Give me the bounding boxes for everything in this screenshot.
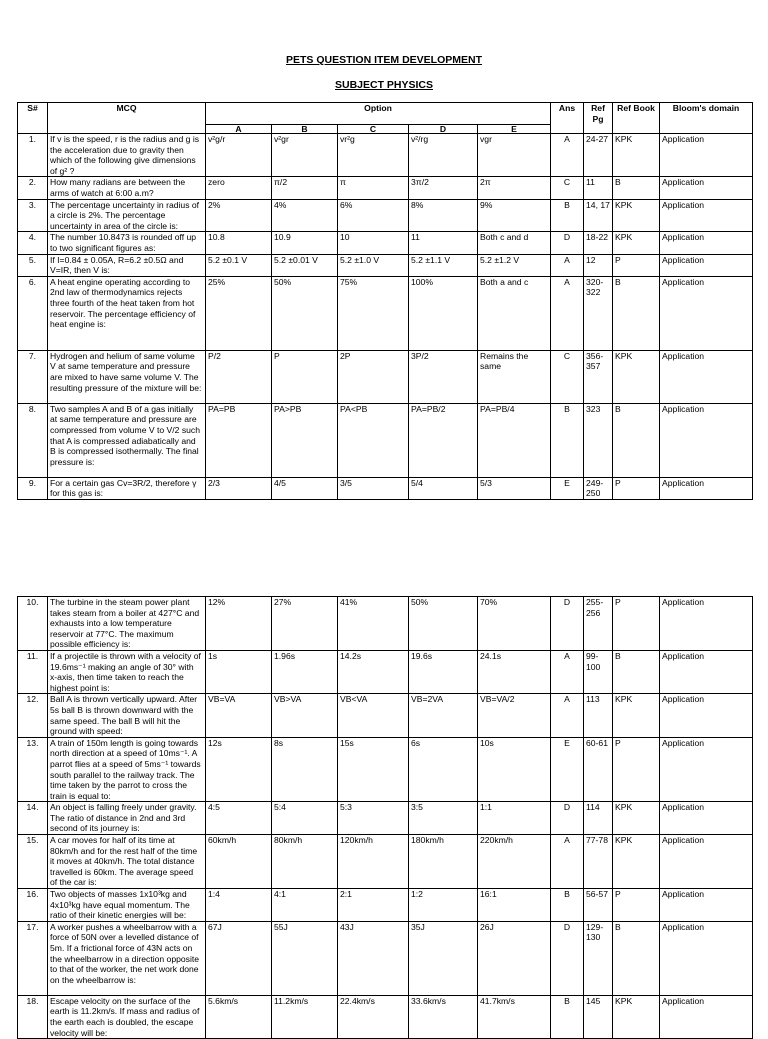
option-c: 3/5 <box>338 477 409 499</box>
row-number: 11. <box>18 650 48 693</box>
option-c: 5.2 ±1.0 V <box>338 254 409 276</box>
ref-book: B <box>613 276 660 350</box>
ref-book: B <box>613 921 660 995</box>
option-c: 22.4km/s <box>338 995 409 1038</box>
table-row <box>18 650 753 693</box>
option-c: PA<PB <box>338 403 409 477</box>
option-a: P/2 <box>206 350 272 403</box>
header-ref-book: Ref Book <box>613 103 660 134</box>
option-b: P <box>272 350 338 403</box>
option-c: 5:3 <box>338 802 409 835</box>
option-b: PA>PB <box>272 403 338 477</box>
option-e: PA=PB/4 <box>478 403 551 477</box>
row-number: 1. <box>18 134 48 177</box>
blooms-domain: Application <box>660 597 753 651</box>
option-e: Both c and d <box>478 232 551 254</box>
option-d: 100% <box>409 276 478 350</box>
ref-page: 24-27 <box>584 134 613 177</box>
blooms-domain: Application <box>660 177 753 199</box>
ref-page: 12 <box>584 254 613 276</box>
option-b: 27% <box>272 597 338 651</box>
header-option: Option <box>206 103 551 125</box>
row-number: 9. <box>18 477 48 499</box>
blooms-domain: Application <box>660 694 753 737</box>
option-c: 75% <box>338 276 409 350</box>
option-a: 25% <box>206 276 272 350</box>
option-d: VB=2VA <box>409 694 478 737</box>
table-row <box>18 694 753 737</box>
table-row <box>18 889 753 922</box>
blooms-domain: Application <box>660 134 753 177</box>
option-b: 4% <box>272 199 338 232</box>
row-number: 12. <box>18 694 48 737</box>
question-text: For a certain gas Cv=3R/2, therefore γ for this gas is: <box>48 477 206 499</box>
header-sno: S# <box>18 103 48 134</box>
question-text: Escape velocity on the surface of the earth is 11.2km/s. If mass and radius of the earth each is doubled, the escape velocity will be: <box>48 995 206 1038</box>
table-row <box>18 597 753 651</box>
header-ans: Ans <box>551 103 584 134</box>
question-text: An object is falling freely under gravity. The ratio of distance in 2nd and 3rd second of its journey is: <box>48 802 206 835</box>
question-text: How many radians are between the arms of watch at 6:00 a.m? <box>48 177 206 199</box>
option-e: 220km/h <box>478 835 551 889</box>
option-b: VB>VA <box>272 694 338 737</box>
answer: D <box>551 597 584 651</box>
option-e: 16:1 <box>478 889 551 922</box>
ref-page: 323 <box>584 403 613 477</box>
header-d: D <box>409 125 478 134</box>
ref-page: 18-22 <box>584 232 613 254</box>
header-a: A <box>206 125 272 134</box>
option-d: 50% <box>409 597 478 651</box>
question-text: A car moves for half of its time at 80km/h and for the rest half of the time it moves at 40km/h. The total distance travelled is 60km. The average speed of the car is: <box>48 835 206 889</box>
table-row <box>18 276 753 350</box>
ref-book: KPK <box>613 802 660 835</box>
option-a: 5.6km/s <box>206 995 272 1038</box>
option-b: 5.2 ±0.01 V <box>272 254 338 276</box>
option-a: 1:4 <box>206 889 272 922</box>
header-c: C <box>338 125 409 134</box>
option-e: 70% <box>478 597 551 651</box>
table-row <box>18 737 753 802</box>
document-title: PETS QUESTION ITEM DEVELOPMENT <box>285 54 483 66</box>
question-text: Two samples A and B of a gas initially at same temperature and pressure are compressed from volume V to V/2 such that A is compressed adiabatically and B is compressed isothermally. The final pressure is: <box>48 403 206 477</box>
option-a: 4:5 <box>206 802 272 835</box>
option-a: 5.2 ±0.1 V <box>206 254 272 276</box>
blooms-domain: Application <box>660 276 753 350</box>
row-number: 3. <box>18 199 48 232</box>
table-row <box>18 921 753 995</box>
option-a: 10.8 <box>206 232 272 254</box>
option-b: 4/5 <box>272 477 338 499</box>
option-a: v²g/r <box>206 134 272 177</box>
option-d: 6s <box>409 737 478 802</box>
row-number: 7. <box>18 350 48 403</box>
table-row <box>18 134 753 177</box>
question-text: Two objects of masses 1x10³kg and 4x10³kg have equal momentum. The ratio of their kinetic energies will be: <box>48 889 206 922</box>
ref-book: B <box>613 650 660 693</box>
option-c: π <box>338 177 409 199</box>
row-number: 14. <box>18 802 48 835</box>
row-number: 16. <box>18 889 48 922</box>
option-b: 50% <box>272 276 338 350</box>
ref-page: 77-78 <box>584 835 613 889</box>
answer: B <box>551 403 584 477</box>
header-b: B <box>272 125 338 134</box>
ref-page: 255-256 <box>584 597 613 651</box>
row-number: 17. <box>18 921 48 995</box>
question-table-2 <box>17 596 753 1039</box>
blooms-domain: Application <box>660 995 753 1038</box>
row-number: 10. <box>18 597 48 651</box>
table-row <box>18 995 753 1038</box>
option-a: 12% <box>206 597 272 651</box>
row-number: 18. <box>18 995 48 1038</box>
option-c: 15s <box>338 737 409 802</box>
option-c: 14.2s <box>338 650 409 693</box>
option-e: 24.1s <box>478 650 551 693</box>
ref-page: 356-357 <box>584 350 613 403</box>
option-a: 2% <box>206 199 272 232</box>
table-row <box>18 477 753 499</box>
ref-page: 145 <box>584 995 613 1038</box>
blooms-domain: Application <box>660 199 753 232</box>
option-a: 60km/h <box>206 835 272 889</box>
blooms-domain: Application <box>660 802 753 835</box>
option-d: 3P/2 <box>409 350 478 403</box>
option-d: 5/4 <box>409 477 478 499</box>
ref-book: KPK <box>613 694 660 737</box>
table-row <box>18 403 753 477</box>
option-b: 10.9 <box>272 232 338 254</box>
answer: E <box>551 477 584 499</box>
option-d: 3π/2 <box>409 177 478 199</box>
option-d: PA=PB/2 <box>409 403 478 477</box>
subject-heading: SUBJECT PHYSICS <box>334 79 434 91</box>
option-c: 120km/h <box>338 835 409 889</box>
question-text: If I=0.84 ± 0.05A, R=6.2 ±0.5Ω and V=IR, then V is: <box>48 254 206 276</box>
option-a: 1s <box>206 650 272 693</box>
answer: B <box>551 889 584 922</box>
answer: C <box>551 350 584 403</box>
option-e: Both a and c <box>478 276 551 350</box>
answer: B <box>551 995 584 1038</box>
ref-page: 60-61 <box>584 737 613 802</box>
option-a: zero <box>206 177 272 199</box>
ref-book: P <box>613 737 660 802</box>
header-ref-pg: Ref Pg <box>584 103 613 134</box>
header-bloom: Bloom's domain <box>660 103 753 134</box>
blooms-domain: Application <box>660 650 753 693</box>
blooms-domain: Application <box>660 835 753 889</box>
option-a: 2/3 <box>206 477 272 499</box>
option-d: 1:2 <box>409 889 478 922</box>
option-e: 10s <box>478 737 551 802</box>
ref-page: 114 <box>584 802 613 835</box>
row-number: 4. <box>18 232 48 254</box>
option-d: 11 <box>409 232 478 254</box>
option-b: π/2 <box>272 177 338 199</box>
ref-page: 14, 17 <box>584 199 613 232</box>
answer: A <box>551 134 584 177</box>
ref-book: P <box>613 254 660 276</box>
option-a: VB=VA <box>206 694 272 737</box>
row-number: 13. <box>18 737 48 802</box>
option-c: vr²g <box>338 134 409 177</box>
question-text: If v is the speed, r is the radius and g is the acceleration due to gravity then which of the following give dimensions of g² ? <box>48 134 206 177</box>
option-c: 41% <box>338 597 409 651</box>
table-row <box>18 835 753 889</box>
option-d: v²/rg <box>409 134 478 177</box>
option-d: 35J <box>409 921 478 995</box>
option-e: 5.2 ±1.2 V <box>478 254 551 276</box>
blooms-domain: Application <box>660 350 753 403</box>
blooms-domain: Application <box>660 477 753 499</box>
ref-page: 56-57 <box>584 889 613 922</box>
row-number: 5. <box>18 254 48 276</box>
row-number: 8. <box>18 403 48 477</box>
answer: A <box>551 276 584 350</box>
ref-book: B <box>613 403 660 477</box>
blooms-domain: Application <box>660 921 753 995</box>
table-row <box>18 199 753 232</box>
ref-book: KPK <box>613 134 660 177</box>
option-c: 2P <box>338 350 409 403</box>
option-a: 12s <box>206 737 272 802</box>
answer: A <box>551 650 584 693</box>
ref-book: KPK <box>613 350 660 403</box>
option-e: 5/3 <box>478 477 551 499</box>
question-table-1 <box>17 102 753 500</box>
answer: D <box>551 232 584 254</box>
table-row <box>18 802 753 835</box>
question-text: The number 10.8473 is rounded off up to two significant figures as: <box>48 232 206 254</box>
blooms-domain: Application <box>660 254 753 276</box>
question-text: A train of 150m length is going towards north direction at a speed of 10ms⁻¹. A parrot flies at a speed of 5ms⁻¹ towards south parallel to the railway track. The time taken by the parrot to cross the train is equal to: <box>48 737 206 802</box>
ref-book: B <box>613 177 660 199</box>
option-d: 5.2 ±1.1 V <box>409 254 478 276</box>
row-number: 6. <box>18 276 48 350</box>
option-c: 10 <box>338 232 409 254</box>
option-a: 67J <box>206 921 272 995</box>
option-e: 41.7km/s <box>478 995 551 1038</box>
option-e: VB=VA/2 <box>478 694 551 737</box>
option-d: 33.6km/s <box>409 995 478 1038</box>
table-row <box>18 177 753 199</box>
table-row <box>18 350 753 403</box>
answer: D <box>551 802 584 835</box>
option-e: vgr <box>478 134 551 177</box>
answer: E <box>551 737 584 802</box>
question-text: A heat engine operating according to 2nd law of thermodynamics rejects three fourth of the heat taken from hot reservoir. The percentage efficiency of heat engine is: <box>48 276 206 350</box>
option-e: 26J <box>478 921 551 995</box>
header-mcq: MCQ <box>48 103 206 134</box>
ref-book: P <box>613 889 660 922</box>
option-d: 19.6s <box>409 650 478 693</box>
ref-page: 249-250 <box>584 477 613 499</box>
ref-book: P <box>613 597 660 651</box>
option-b: 4:1 <box>272 889 338 922</box>
option-b: 1.96s <box>272 650 338 693</box>
question-text: Hydrogen and helium of same volume V at same temperature and pressure are mixed to have same volume V. The resulting pressure of the mixture will be: <box>48 350 206 403</box>
row-number: 15. <box>18 835 48 889</box>
answer: B <box>551 199 584 232</box>
option-c: 43J <box>338 921 409 995</box>
blooms-domain: Application <box>660 737 753 802</box>
ref-page: 11 <box>584 177 613 199</box>
answer: A <box>551 694 584 737</box>
answer: A <box>551 835 584 889</box>
answer: D <box>551 921 584 995</box>
question-text: The percentage uncertainty in radius of a circle is 2%. The percentage uncertainty in area of the circle is: <box>48 199 206 232</box>
ref-page: 129-130 <box>584 921 613 995</box>
ref-book: KPK <box>613 232 660 254</box>
table-row <box>18 232 753 254</box>
answer: A <box>551 254 584 276</box>
ref-book: P <box>613 477 660 499</box>
option-c: 6% <box>338 199 409 232</box>
header-e: E <box>478 125 551 134</box>
answer: C <box>551 177 584 199</box>
question-text: Ball A is thrown vertically upward. After 5s ball B is thrown downward with the same speed. The ball B will hit the ground with speed: <box>48 694 206 737</box>
option-b: v²gr <box>272 134 338 177</box>
option-b: 5:4 <box>272 802 338 835</box>
option-d: 3:5 <box>409 802 478 835</box>
table-row <box>18 254 753 276</box>
blooms-domain: Application <box>660 232 753 254</box>
option-b: 55J <box>272 921 338 995</box>
blooms-domain: Application <box>660 889 753 922</box>
question-text: A worker pushes a wheelbarrow with a force of 50N over a levelled distance of 5m. If a frictional force of 43N acts on the wheelbarrow in a direction opposite to that of the worker, the net work done on the wheelbarrow is: <box>48 921 206 995</box>
option-b: 80km/h <box>272 835 338 889</box>
option-b: 8s <box>272 737 338 802</box>
option-c: 2:1 <box>338 889 409 922</box>
option-c: VB<VA <box>338 694 409 737</box>
ref-page: 99-100 <box>584 650 613 693</box>
ref-page: 113 <box>584 694 613 737</box>
option-e: 2π <box>478 177 551 199</box>
question-text: If a projectile is thrown with a velocity of 19.6ms⁻¹ making an angle of 30° with x-axis, then time taken to reach the highest point is: <box>48 650 206 693</box>
ref-book: KPK <box>613 199 660 232</box>
blooms-domain: Application <box>660 403 753 477</box>
question-text: The turbine in the steam power plant takes steam from a boiler at 427°C and exhausts into a low temperature reservoir at 77°C. The maximum possible efficiency is: <box>48 597 206 651</box>
ref-book: KPK <box>613 835 660 889</box>
option-b: 11.2km/s <box>272 995 338 1038</box>
option-e: 9% <box>478 199 551 232</box>
option-d: 180km/h <box>409 835 478 889</box>
ref-page: 320-322 <box>584 276 613 350</box>
option-e: Remains the same <box>478 350 551 403</box>
option-a: PA=PB <box>206 403 272 477</box>
option-e: 1:1 <box>478 802 551 835</box>
ref-book: KPK <box>613 995 660 1038</box>
row-number: 2. <box>18 177 48 199</box>
option-d: 8% <box>409 199 478 232</box>
